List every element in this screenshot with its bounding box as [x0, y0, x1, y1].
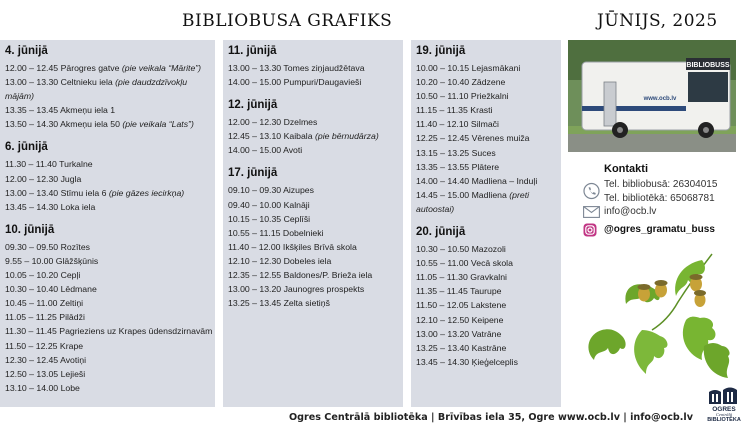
schedule-entry [416, 256, 556, 270]
entry-time: 12.00 – 12.45 [5, 63, 59, 73]
entry-time: 13.45 – 14.30 [416, 356, 470, 367]
entry-place: Dzelmes [283, 117, 318, 128]
entry-place: Vatrāne [471, 328, 502, 339]
bus-sign: BIBLIOBUSS [686, 62, 730, 69]
schedule-entry [5, 61, 210, 75]
schedule-entry [5, 381, 210, 395]
schedule-entry [416, 270, 556, 284]
month-title: JŪNIJS, 2025 [597, 11, 718, 31]
day-date: 12. jūnijā [228, 99, 278, 112]
entry-time: 11.05 – 11.25 [5, 312, 57, 323]
entry-place: Loka iela [60, 201, 96, 212]
entry-place: Kastrāne [471, 342, 507, 353]
schedule-column-3 [411, 40, 561, 407]
day-date: 6. jūnijā [5, 141, 48, 154]
entry-time: 13.15 – 13.25 [416, 147, 470, 158]
entry-time: 13.25 – 13.40 [416, 342, 470, 353]
entry-time: 12.45 – 13.10 [228, 131, 282, 142]
schedule-entry [5, 186, 210, 200]
schedule-entry [5, 282, 210, 296]
schedule-entry [416, 146, 556, 160]
schedule-entry [416, 103, 556, 117]
schedule-entry [228, 254, 398, 268]
entry-time: 9.55 – 10.00 [5, 255, 54, 266]
entry-place: Jaunogres prospekts [283, 284, 365, 295]
schedule-entry [5, 103, 210, 117]
entry-place: Turkalne [59, 159, 93, 170]
bus-phone[interactable]: Tel. bibliobusā: 26304015 [604, 179, 718, 190]
schedule-day [228, 167, 398, 310]
entry-place: Glāžšķūnis [55, 255, 99, 266]
entry-note: (pie gāzes iecirkņa) [108, 187, 185, 198]
email-row [583, 205, 743, 219]
email-link[interactable]: info@ocb.lv [604, 206, 657, 217]
entry-time: 13.25 – 13.45 [228, 298, 282, 309]
entry-place: Ikšķiles Brīvā skola [282, 241, 357, 252]
entry-place: Plātere [471, 161, 500, 172]
schedule-entry [5, 200, 210, 214]
entry-time: 12.35 – 12.55 [228, 270, 282, 281]
schedule-day [5, 45, 210, 131]
schedule-entry [228, 198, 398, 212]
schedule-entry [416, 327, 556, 341]
entry-time: 11.50 – 12.05 [416, 300, 469, 311]
entry-time: 11.15 – 11.35 [416, 105, 468, 116]
entry-time: 14.00 – 14.40 [416, 175, 470, 186]
entry-place: Akmeņu iela 50 [60, 119, 120, 130]
entry-place: Suces [471, 147, 496, 158]
schedule-day [5, 141, 210, 213]
entry-time: 10.45 – 11.00 [5, 298, 58, 309]
schedule-entry [228, 282, 398, 296]
entry-note: (pie veikala “Lats”) [122, 119, 194, 130]
schedule-entry [5, 296, 210, 310]
entry-place: Aizupes [283, 185, 314, 196]
logo-line-1: OGRES [712, 406, 736, 413]
schedule-day [5, 223, 213, 395]
bus-illustration [568, 40, 736, 152]
entry-time: 14.45 – 15.00 [416, 189, 470, 200]
schedule-entry [416, 174, 556, 188]
oak-leaves-illustration [582, 250, 734, 390]
entry-place: Akmeņu iela 1 [60, 105, 116, 116]
schedule-entry [228, 212, 398, 226]
entry-place: Vecā skola [470, 258, 513, 269]
entry-time: 12.10 – 12.30 [228, 255, 282, 266]
entry-place: Baldones/P. Brieža iela [283, 270, 373, 281]
entry-time: 14.00 – 15.00 [228, 77, 282, 88]
schedule-entry [5, 353, 210, 367]
entry-time: 13.50 – 14.30 [5, 119, 59, 130]
schedule-entry [416, 117, 556, 131]
schedule-day [228, 99, 398, 157]
phone-row [583, 178, 743, 205]
entry-place: Pilādži [59, 312, 85, 323]
schedule-entry [5, 240, 210, 254]
entry-time: 10.20 – 10.40 [416, 77, 470, 88]
entry-place: Avotiņi [60, 354, 86, 365]
entry-place: Vērenes muiža [471, 133, 530, 144]
schedule-entry [228, 61, 398, 75]
entry-time: 13.00 – 13.30 [228, 63, 282, 73]
schedule-entry [416, 61, 556, 75]
entry-note: (pie veikala “Mārite”) [121, 63, 202, 73]
entry-time: 13.00 – 13.40 [5, 187, 59, 198]
entry-place: Madliena – Induļi [471, 175, 538, 186]
entry-time: 10.55 – 11.00 [416, 258, 469, 269]
entry-time: 13.10 – 14.00 [5, 382, 59, 393]
schedule-day [416, 45, 556, 216]
library-phone[interactable]: Tel. bibliotēkā: 65068781 [604, 192, 715, 204]
entry-time: 13.45 – 14.30 [5, 201, 59, 212]
entry-place: Ceplīši [283, 213, 311, 224]
schedule-entry [228, 129, 398, 143]
instagram-handle[interactable]: @ogres_gramatu_buss [604, 223, 715, 235]
schedule-day [416, 226, 556, 369]
day-date: 11. jūnijā [228, 45, 277, 57]
mail-icon [583, 206, 600, 218]
schedule-entry [5, 172, 210, 186]
entry-place: Rozītes [60, 241, 91, 252]
entry-time: 11.35 – 11.45 [416, 286, 468, 297]
logo-line-2: Centrālā [715, 412, 733, 417]
schedule-column-1 [0, 40, 215, 407]
entry-place: Tomes ziņjaudžētava [283, 63, 365, 73]
entry-place: Mazozoli [471, 244, 506, 255]
schedule-entry [5, 324, 213, 338]
entry-time: 11.30 – 11.45 [5, 326, 57, 337]
instagram-row [583, 224, 743, 235]
schedule-entry [416, 298, 556, 312]
schedule-entry [228, 240, 398, 254]
entry-time: 12.50 – 13.05 [5, 368, 59, 379]
entry-time: 13.00 – 13.20 [416, 328, 470, 339]
entry-note: (pie daudzdzīvokļu mājām) [5, 77, 188, 102]
entry-place: Kaibala [283, 131, 313, 142]
schedule-entry [5, 157, 210, 171]
entry-place: Krasti [470, 105, 493, 116]
library-logo [703, 384, 744, 422]
entry-place: Pagrieziens uz Krapes ūdensdzirnavām [59, 326, 213, 337]
schedule-entry [416, 355, 556, 369]
bus-photo [568, 40, 736, 152]
footer: Ogres Centrālā bibliotēka | Brīvības iela 35, Ogre www.ocb.lv | info@ocb.lv [289, 412, 693, 423]
entry-time: 09.40 – 10.00 [228, 199, 282, 210]
schedule-entry [416, 242, 556, 256]
day-date: 4. jūnijā [5, 45, 48, 57]
entry-place: Lobe [60, 382, 80, 393]
page-title: BIBLIOBUSA GRAFIKS [182, 11, 393, 31]
entry-time: 11.40 – 12.00 [228, 241, 281, 252]
entry-time: 12.30 – 12.45 [5, 354, 59, 365]
entry-time: 11.40 – 12.10 [416, 119, 469, 130]
entry-place: Lejasmākani [471, 63, 521, 73]
day-date: 10. jūnijā [5, 223, 55, 236]
entry-time: 10.55 – 11.15 [228, 227, 281, 238]
schedule-column-2 [223, 40, 403, 407]
entry-place: Celtnieku iela [60, 77, 113, 88]
entry-place: Priežkalni [470, 91, 509, 102]
contacts-title: Kontakti [604, 163, 648, 175]
schedule-entry [416, 89, 556, 103]
entry-time: 09.10 – 09.30 [228, 185, 282, 196]
schedule-entry [5, 75, 210, 103]
entry-time: 11.30 – 11.40 [5, 159, 57, 170]
entry-place: Stīmu iela 6 [60, 187, 107, 198]
schedule-entry [5, 339, 210, 353]
entry-place: Madliena [471, 189, 507, 200]
entry-time: 09.30 – 09.50 [5, 241, 59, 252]
entry-time: 10.00 – 10.15 [416, 63, 470, 73]
entry-place: Krape [59, 340, 84, 351]
entry-place: Silmači [470, 119, 499, 130]
entry-place: Avoti [283, 145, 303, 156]
schedule-entry [5, 310, 210, 324]
entry-place: Dobeles iela [283, 255, 332, 266]
schedule-entry [416, 341, 556, 355]
entry-time: 12.10 – 12.50 [416, 314, 470, 325]
phone-icon [583, 182, 600, 200]
schedule-entry [416, 284, 556, 298]
entry-time: 14.00 – 15.00 [228, 145, 282, 156]
schedule-entry [228, 75, 398, 89]
day-date: 19. jūnijā [416, 45, 466, 57]
schedule-entry [228, 143, 398, 157]
entry-time: 12.25 – 12.45 [416, 133, 470, 144]
entry-place: Pārogres gatve [60, 63, 120, 73]
entry-place: Pumpuri/Daugavieši [283, 77, 362, 88]
entry-place: Lēdmane [60, 284, 97, 295]
entry-place: Cepļi [60, 270, 81, 281]
entry-place: Jugla [60, 173, 82, 184]
entry-place: Zelta sietiņš [283, 298, 330, 309]
contacts-block [583, 163, 743, 235]
entry-place: Zeltiņi [59, 298, 84, 309]
schedule-entry [5, 254, 210, 268]
schedule-entry [228, 226, 398, 240]
schedule-entry [416, 160, 556, 174]
day-date: 20. jūnijā [416, 226, 466, 239]
entry-place: Ķieģelceplis [471, 356, 518, 367]
schedule-entry [5, 367, 210, 381]
entry-place: Keipene [471, 314, 504, 325]
entry-place: Lakstene [470, 300, 507, 311]
entry-time: 10.30 – 10.50 [416, 244, 470, 255]
entry-place: Lejieši [60, 368, 86, 379]
entry-time: 10.50 – 11.10 [416, 91, 469, 102]
entry-time: 12.00 – 12.30 [228, 117, 282, 128]
schedule-entry [228, 183, 398, 197]
entry-time: 13.00 – 13.30 [5, 77, 59, 88]
logo-line-3: BIBLIOTĒKA [707, 417, 741, 422]
entry-time: 11.05 – 11.30 [416, 272, 468, 283]
entry-time: 10.15 – 10.35 [228, 213, 282, 224]
entry-place: Taurupe [470, 286, 502, 297]
schedule-entry [228, 268, 398, 282]
schedule-entry [5, 117, 210, 131]
entry-time: 13.35 – 13.55 [416, 161, 470, 172]
entry-time: 11.50 – 12.25 [5, 340, 58, 351]
bus-side-text: www.ocb.lv [643, 96, 677, 102]
entry-time: 13.35 – 13.45 [5, 105, 59, 116]
schedule-entry [416, 131, 556, 145]
instagram-icon [583, 223, 597, 237]
schedule-entry [416, 75, 556, 89]
entry-note: (preti autoostai) [416, 189, 530, 214]
entry-time: 10.05 – 10.20 [5, 270, 59, 281]
entry-note: (pie bērnudārza) [314, 131, 379, 142]
entry-time: 12.00 – 12.30 [5, 173, 59, 184]
entry-place: Kalnāji [283, 199, 310, 210]
schedule-entry [228, 296, 398, 310]
schedule-entry [228, 115, 398, 129]
entry-place: Gravkalni [470, 272, 507, 283]
schedule-entry [5, 268, 210, 282]
entry-time: 13.00 – 13.20 [228, 284, 282, 295]
entry-time: 10.30 – 10.40 [5, 284, 59, 295]
day-date: 17. jūnijā [228, 167, 278, 180]
entry-place: Zādzene [471, 77, 506, 88]
schedule-day [228, 45, 398, 89]
entry-place: Dobelnieki [282, 227, 324, 238]
schedule-entry [416, 313, 556, 327]
schedule-entry [416, 188, 556, 216]
